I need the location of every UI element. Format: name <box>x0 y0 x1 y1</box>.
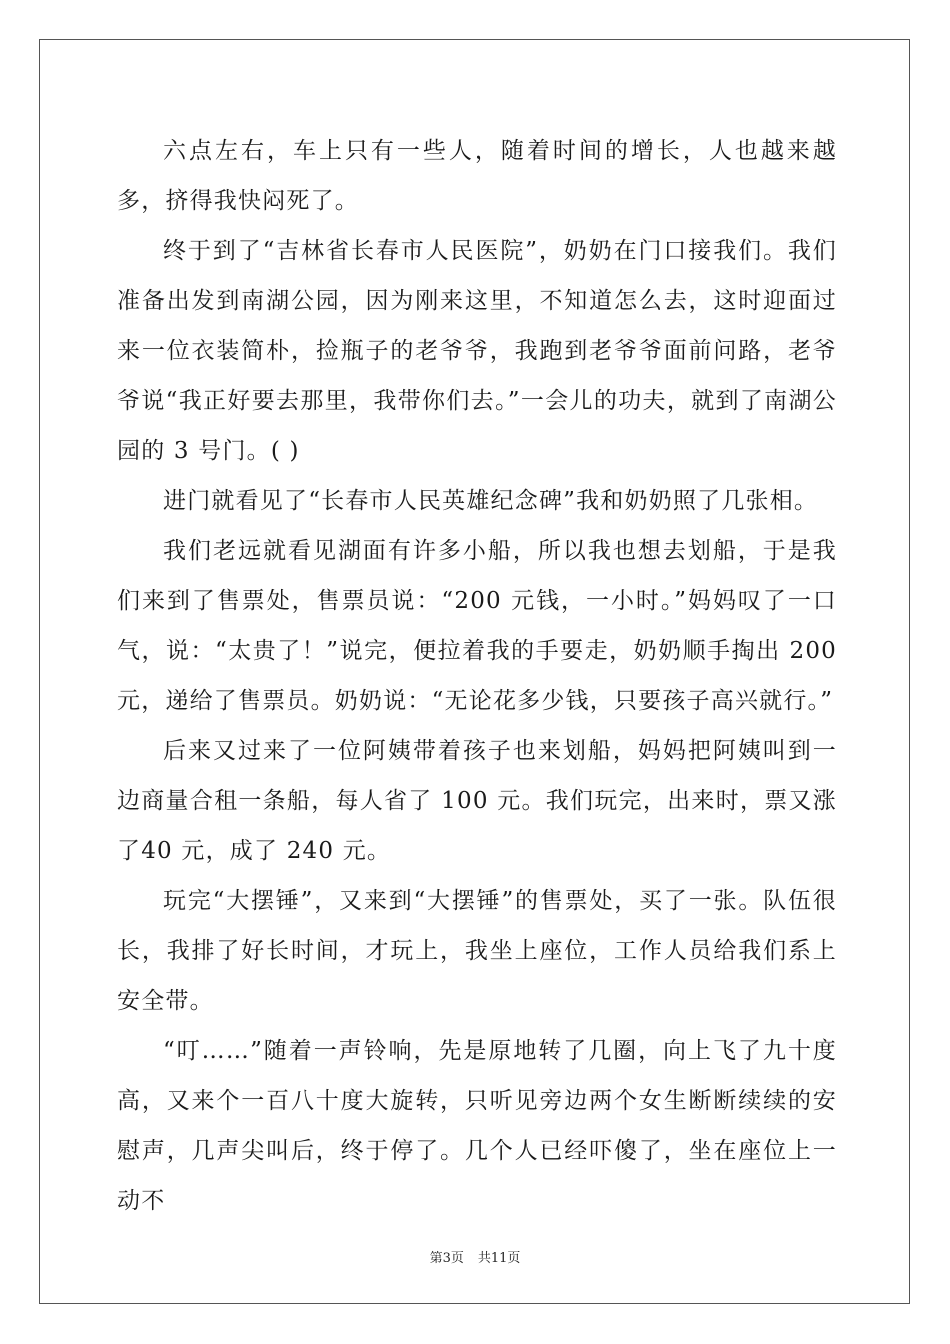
page-total: 共11页 <box>477 1251 521 1266</box>
page-footer <box>0 1247 950 1266</box>
paragraph-2: 终于到了“吉林省长春市人民医院”，奶奶在门口接我们。我们准备出发到南湖公园，因为刚来这里，不知道怎么去，这时迎面过来一位衣装简朴，捡瓶子的老爷爷，我跑到老爷爷面前问路，老爷爷说“我正好要去那里，我带你们去。”一会儿的功夫，就到了南湖公园的 3 号门。( ) <box>117 238 837 464</box>
page-number: 第3页 <box>429 1251 464 1266</box>
paragraph-3: 进门就看见了“长春市人民英雄纪念碑”我和奶奶照了几张相。 <box>163 488 819 514</box>
paragraph-5: 后来又过来了一位阿姨带着孩子也来划船，妈妈把阿姨叫到一边商量合租一条船，每人省了 100 元。我们玩完，出来时，票又涨了40 元，成了 240 元。 <box>117 738 837 864</box>
paragraph-4: 我们老远就看见湖面有许多小船，所以我也想去划船，于是我们来到了售票处，售票员说：“200 元钱，一小时。”妈妈叹了一口气，说：“太贵了！”说完，便拉着我的手要走，奶奶顺手掏出 200 元，递给了售票员。奶奶说：“无论花多少钱，只要孩子高兴就行。” <box>117 538 837 714</box>
paragraph-6: 玩完“大摆锤”，又来到“大摆锤”的售票处，买了一张。队伍很长，我排了好长时间，才玩上，我坐上座位，工作人员给我们系上安全带。 <box>117 888 837 1014</box>
document-body <box>117 126 837 1226</box>
paragraph-1: 六点左右，车上只有一些人，随着时间的增长，人也越来越多，挤得我快闷死了。 <box>117 138 837 214</box>
paragraph-7: “叮……”随着一声铃响，先是原地转了几圈，向上飞了九十度高，又来个一百八十度大旋转，只听见旁边两个女生断断续续的安慰声，几声尖叫后，终于停了。几个人已经吓傻了，坐在座位上一动不 <box>117 1038 837 1214</box>
